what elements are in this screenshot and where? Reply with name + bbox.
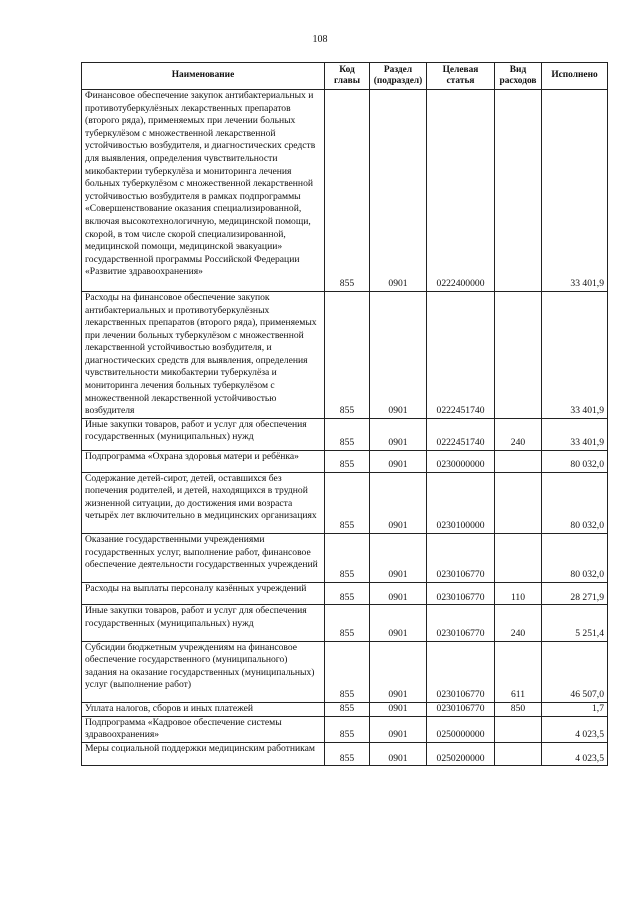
row-code: 855 (325, 605, 370, 641)
row-amount: 33 401,9 (542, 291, 608, 418)
row-amount: 46 507,0 (542, 641, 608, 702)
row-name: Оказание государственными учреждениями государственных услуг, выполнение работ, финансовое обеспечение деятельности государственных учреждений (85, 534, 318, 571)
row-name-cell (82, 451, 325, 473)
row-amount: 4 023,5 (542, 742, 608, 766)
row-target: 0230106770 (427, 641, 495, 702)
row-exptype (495, 472, 542, 533)
row-name-cell (82, 582, 325, 605)
table-row (82, 582, 608, 605)
table-row (82, 641, 608, 702)
header-code: Код главы (325, 63, 370, 90)
header-exptype: Вид расходов (495, 63, 542, 90)
row-exptype (495, 534, 542, 583)
row-section: 0901 (370, 451, 427, 473)
header-target: Целевая статья (427, 63, 495, 90)
row-name-cell (82, 472, 325, 533)
row-name: Расходы на финансовое обеспечение закупок антибактериальных и противотуберкулёзных лекарственных препаратов (второго ряда), применяемых при лечении больных туберкулёзом с множественной лекарственной устойчивостью возбудителя, и диагностических средств для выявления, определения чувствительности микобактерии туберкулёза и мониторинга лечения больных туберкулёзом с множественной лекарственной устойчивостью возбудителя (85, 291, 317, 417)
row-code: 855 (325, 472, 370, 533)
row-amount: 80 032,0 (542, 451, 608, 473)
header-name: Наименование (82, 63, 325, 90)
row-target: 0250000000 (427, 716, 495, 742)
row-amount: 4 023,5 (542, 716, 608, 742)
row-name: Расходы на выплаты персоналу казённых учреждений (85, 582, 307, 594)
row-target: 0230106770 (427, 534, 495, 583)
row-name-cell (82, 641, 325, 702)
row-code: 855 (325, 582, 370, 605)
row-name-cell (82, 742, 325, 766)
row-target: 0230106770 (427, 605, 495, 641)
table-row (82, 90, 608, 292)
page-number: 108 (312, 34, 328, 45)
table-row (82, 451, 608, 473)
row-code: 855 (325, 451, 370, 473)
row-amount: 1,7 (542, 702, 608, 716)
row-target: 0250200000 (427, 742, 495, 766)
row-code: 855 (325, 291, 370, 418)
table-row (82, 291, 608, 418)
table-row (82, 534, 608, 583)
row-name: Подпрограмма «Кадровое обеспечение системы здравоохранения» (85, 716, 282, 741)
table-row (82, 716, 608, 742)
row-amount: 80 032,0 (542, 534, 608, 583)
row-code: 855 (325, 742, 370, 766)
row-target: 0230106770 (427, 702, 495, 716)
row-code: 855 (325, 418, 370, 450)
row-section: 0901 (370, 582, 427, 605)
row-exptype: 240 (495, 605, 542, 641)
row-name: Подпрограмма «Охрана здоровья матери и ребёнка» (85, 451, 299, 463)
row-name: Иные закупки товаров, работ и услуг для обеспечения государственных (муниципальных) нужд (85, 418, 307, 443)
row-section: 0901 (370, 472, 427, 533)
row-name: Субсидии бюджетным учреждениям на финансовое обеспечение государственного (муниципального) задания на оказание государственных (муниципальных) услуг (выполнение работ) (85, 641, 315, 691)
row-exptype (495, 742, 542, 766)
row-section: 0901 (370, 605, 427, 641)
row-exptype (495, 716, 542, 742)
row-name-cell (82, 605, 325, 641)
row-code: 855 (325, 716, 370, 742)
row-amount: 33 401,9 (542, 418, 608, 450)
row-name-cell (82, 291, 325, 418)
row-target: 0230106770 (427, 582, 495, 605)
row-amount: 33 401,9 (542, 90, 608, 292)
row-amount: 28 271,9 (542, 582, 608, 605)
row-code: 855 (325, 702, 370, 716)
row-target: 0222400000 (427, 90, 495, 292)
row-section: 0901 (370, 641, 427, 702)
header-amount: Исполнено (542, 63, 608, 90)
row-code: 855 (325, 90, 370, 292)
row-name-cell (82, 534, 325, 583)
table-row (82, 702, 608, 716)
row-name-cell (82, 716, 325, 742)
table-row (82, 472, 608, 533)
row-section: 0901 (370, 291, 427, 418)
row-section: 0901 (370, 702, 427, 716)
row-exptype: 850 (495, 702, 542, 716)
row-name-cell (82, 418, 325, 450)
row-target: 0230100000 (427, 472, 495, 533)
row-name-cell (82, 90, 325, 292)
row-exptype (495, 451, 542, 473)
row-section: 0901 (370, 716, 427, 742)
row-target: 0230000000 (427, 451, 495, 473)
row-code: 855 (325, 641, 370, 702)
row-exptype: 240 (495, 418, 542, 450)
row-name: Содержание детей-сирот, детей, оставшихся без попечения родителей, и детей, находящихся в трудной жизненной ситуации, до достижения ими возраста четырёх лет включительно в медицинских организациях (85, 472, 317, 522)
row-exptype: 611 (495, 641, 542, 702)
row-exptype (495, 90, 542, 292)
row-name: Иные закупки товаров, работ и услуг для обеспечения государственных (муниципальных) нужд (85, 605, 307, 629)
table-row (82, 605, 608, 641)
row-section: 0901 (370, 418, 427, 450)
row-code: 855 (325, 534, 370, 583)
row-name: Финансовое обеспечение закупок антибактериальных и противотуберкулёзных лекарственных препаратов (второго ряда), применяемых при лечении больных туберкулёзом с множественной лекарственной устойчивостью возбудителя, и диагностических средств для выявления, определения чувствительности микобактерии туберкулёза и мониторинга лечения больных туберкулёзом с множественной лекарственной устойчивостью возбудителя в рамках подпрограммы «Совершенствование оказания специализированной, включая высокотехнологичную, медицинской помощи, скорой, в том числе скорой специализированной, медицинской помощи, медицинской эвакуации» государственной программы Российской Федерации «Развитие здравоохранения» (85, 90, 316, 278)
table-row (82, 742, 608, 766)
row-section: 0901 (370, 90, 427, 292)
row-amount: 5 251,4 (542, 605, 608, 641)
budget-table (81, 62, 608, 766)
table-header-row (82, 63, 608, 90)
header-section: Раздел (подраздел) (370, 63, 427, 90)
row-name-cell (82, 702, 325, 716)
row-amount: 80 032,0 (542, 472, 608, 533)
row-name: Уплата налогов, сборов и иных платежей (85, 702, 254, 714)
row-target: 0222451740 (427, 418, 495, 450)
row-exptype: 110 (495, 582, 542, 605)
row-section: 0901 (370, 534, 427, 583)
row-section: 0901 (370, 742, 427, 766)
row-name: Меры социальной поддержки медицинским работникам (85, 742, 315, 754)
table-row (82, 418, 608, 450)
row-target: 0222451740 (427, 291, 495, 418)
row-exptype (495, 291, 542, 418)
